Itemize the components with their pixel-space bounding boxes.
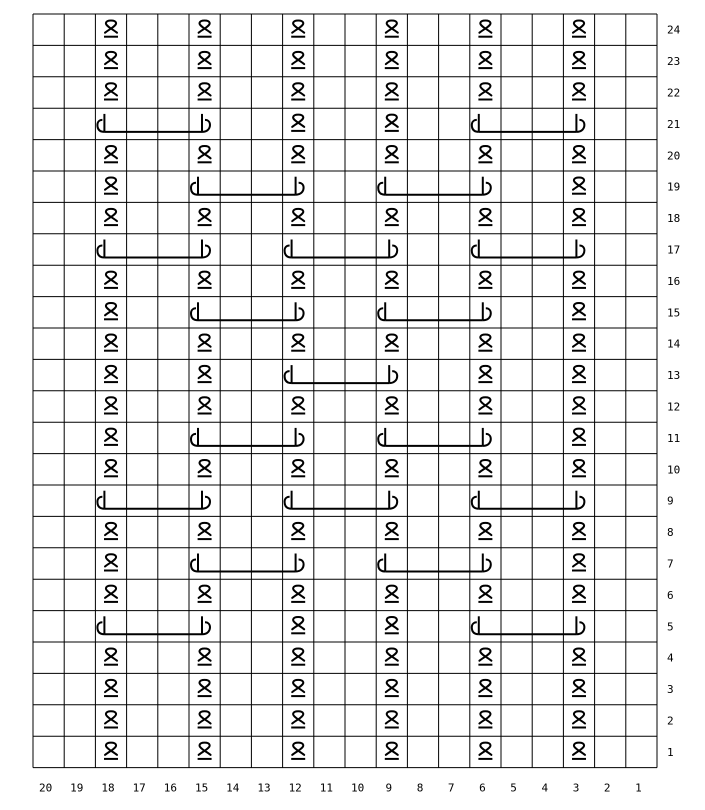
cable-right-end-symbol — [296, 302, 304, 320]
cable-right-end-symbol — [483, 302, 491, 320]
cable-left-end-symbol — [97, 240, 104, 258]
twisted-stitch-symbol — [104, 209, 118, 225]
twisted-stitch-symbol — [291, 146, 305, 162]
twisted-stitch-symbol — [198, 648, 212, 664]
cable-right-end-symbol — [483, 177, 491, 195]
row-number: 10 — [667, 463, 681, 477]
twisted-stitch-symbol — [198, 209, 212, 225]
cable-right-end-symbol — [483, 554, 491, 572]
column-number: 12 — [288, 781, 302, 795]
twisted-stitch-symbol — [198, 460, 212, 476]
twisted-stitch-symbol — [572, 20, 586, 36]
twisted-stitch-symbol — [104, 711, 118, 727]
cable-left-end-symbol — [191, 428, 198, 446]
cable-right-end-symbol — [202, 240, 210, 258]
twisted-stitch-symbol — [198, 52, 212, 68]
twisted-stitch-symbol — [104, 52, 118, 68]
twisted-stitch-symbol — [385, 52, 399, 68]
column-number: 17 — [132, 781, 146, 795]
row-number: 20 — [667, 149, 681, 163]
twisted-stitch-symbol — [291, 711, 305, 727]
twisted-stitch-symbol — [198, 397, 212, 413]
twisted-stitch-symbol — [572, 52, 586, 68]
twisted-stitch-symbol — [198, 83, 212, 99]
cable-left-end-symbol — [285, 240, 292, 258]
twisted-stitch-symbol — [478, 648, 492, 664]
twisted-stitch-symbol — [572, 523, 586, 539]
twisted-stitch-symbol — [572, 366, 586, 382]
twisted-stitch-symbol — [291, 52, 305, 68]
chart-grid — [33, 14, 657, 768]
cable-left-end-symbol — [191, 302, 198, 320]
twisted-stitch-symbol — [291, 83, 305, 99]
cable-right-end-symbol — [576, 114, 584, 132]
cable-right-end-symbol — [576, 240, 584, 258]
cable-right-end-symbol — [296, 428, 304, 446]
twisted-stitch-symbol — [104, 272, 118, 288]
cable-crossings — [104, 132, 576, 634]
twisted-stitch-symbol — [291, 680, 305, 696]
twisted-stitch-symbol — [291, 115, 305, 131]
cable-left-end-symbol — [378, 302, 385, 320]
row-number: 3 — [667, 683, 674, 697]
twisted-stitch-symbol — [198, 743, 212, 759]
twisted-stitch-symbol — [478, 460, 492, 476]
twisted-stitch-symbol — [291, 272, 305, 288]
twisted-stitch-symbol — [572, 460, 586, 476]
twisted-stitch-symbol — [478, 586, 492, 602]
twisted-stitch-symbol — [385, 711, 399, 727]
row-number: 6 — [667, 588, 674, 602]
row-numbers — [667, 24, 681, 759]
row-number: 24 — [667, 23, 681, 37]
cable-right-end-symbol — [483, 428, 491, 446]
twisted-stitch-symbol — [104, 648, 118, 664]
cable-left-end-symbol — [97, 616, 104, 634]
twisted-stitch-symbol — [104, 460, 118, 476]
twisted-stitch-symbol — [385, 648, 399, 664]
cable-right-end-symbol — [389, 365, 397, 383]
twisted-stitch-symbol — [385, 617, 399, 633]
twisted-stitch-symbol — [385, 146, 399, 162]
twisted-stitch-symbol — [198, 146, 212, 162]
twisted-stitch-symbol — [572, 743, 586, 759]
twisted-stitch-symbol — [291, 586, 305, 602]
cable-right-end-symbol — [576, 616, 584, 634]
twisted-stitch-symbol — [478, 743, 492, 759]
twisted-stitch-symbol — [198, 272, 212, 288]
twisted-stitch-symbol — [572, 177, 586, 193]
twisted-stitch-symbol — [198, 711, 212, 727]
twisted-stitch-symbol — [572, 272, 586, 288]
cable-left-end-symbol — [191, 177, 198, 195]
twisted-stitch-symbol — [104, 334, 118, 350]
cable-right-end-symbol — [389, 491, 397, 509]
cable-right-end-symbol — [202, 616, 210, 634]
cable-right-end-symbol — [202, 491, 210, 509]
twisted-stitch-symbol — [104, 429, 118, 445]
cable-left-end-symbol — [191, 554, 198, 572]
row-number: 17 — [667, 243, 681, 257]
row-number: 4 — [667, 651, 674, 665]
twisted-stitch-symbol — [385, 83, 399, 99]
twisted-stitch-symbol — [104, 366, 118, 382]
twisted-stitch-symbol — [385, 460, 399, 476]
twisted-stitch-symbol — [572, 429, 586, 445]
twisted-stitch-symbol — [572, 397, 586, 413]
twisted-stitch-symbol — [572, 554, 586, 570]
twisted-stitch-symbol — [198, 366, 212, 382]
cable-left-end-symbol — [285, 365, 292, 383]
twisted-stitch-symbol — [478, 334, 492, 350]
cable-left-end-symbol — [378, 428, 385, 446]
row-number: 18 — [667, 212, 681, 226]
row-number: 16 — [667, 274, 681, 288]
twisted-stitch-symbol — [291, 523, 305, 539]
row-number: 7 — [667, 557, 674, 571]
twisted-stitch-symbol — [291, 617, 305, 633]
column-number: 7 — [447, 781, 455, 795]
twisted-stitch-symbol — [385, 334, 399, 350]
twisted-stitch-symbol — [385, 680, 399, 696]
twisted-stitch-symbol — [572, 648, 586, 664]
row-number: 22 — [667, 86, 681, 100]
cable-right-end-symbol — [296, 554, 304, 572]
column-number: 5 — [510, 781, 517, 795]
cable-right-end-symbol — [296, 177, 304, 195]
twisted-stitch-symbol — [385, 586, 399, 602]
twisted-stitch-symbol — [291, 397, 305, 413]
twisted-stitch-symbol — [104, 554, 118, 570]
twisted-stitch-symbol — [104, 146, 118, 162]
column-number: 1 — [635, 781, 642, 795]
column-number: 6 — [479, 781, 486, 795]
cable-left-end-symbol — [472, 114, 479, 132]
twisted-stitch-symbol — [478, 397, 492, 413]
twisted-stitch-symbol — [572, 209, 586, 225]
row-number: 19 — [667, 180, 681, 194]
column-number: 8 — [416, 781, 424, 795]
row-number: 12 — [667, 400, 681, 414]
cable-left-end-symbol — [378, 554, 385, 572]
cable-left-end-symbol — [378, 177, 385, 195]
cable-left-end-symbol — [472, 240, 479, 258]
column-number: 4 — [541, 781, 549, 795]
twisted-stitch-symbol — [198, 523, 212, 539]
cable-left-end-symbol — [472, 491, 479, 509]
twisted-stitch-symbol — [572, 680, 586, 696]
twisted-stitch-symbol — [198, 586, 212, 602]
twisted-stitch-symbol — [291, 460, 305, 476]
twisted-stitch-symbol — [104, 523, 118, 539]
twisted-stitch-symbol — [385, 115, 399, 131]
twisted-stitch-symbol — [198, 334, 212, 350]
twisted-stitch-symbol — [104, 397, 118, 413]
twisted-stitch-symbol — [104, 743, 118, 759]
row-number: 5 — [667, 620, 674, 634]
twisted-stitch-symbol — [572, 586, 586, 602]
twisted-stitch-symbol — [478, 523, 492, 539]
twisted-stitch-symbol — [572, 83, 586, 99]
row-number: 13 — [667, 369, 681, 383]
twisted-stitch-symbol — [104, 586, 118, 602]
column-number: 10 — [350, 781, 365, 795]
twisted-stitch-symbol — [478, 20, 492, 36]
twisted-stitch-symbol — [104, 20, 118, 36]
row-number: 2 — [667, 714, 674, 728]
twisted-stitch-symbol — [572, 334, 586, 350]
column-number: 19 — [70, 781, 84, 795]
cable-left-end-symbol — [97, 114, 104, 132]
twisted-stitch-symbol — [385, 20, 399, 36]
twisted-stitch-symbol — [104, 83, 118, 99]
column-numbers — [39, 782, 642, 795]
twisted-stitch-symbol — [385, 209, 399, 225]
twisted-stitch-symbol — [478, 52, 492, 68]
twisted-stitch-symbol — [104, 680, 118, 696]
twisted-stitch-symbol — [198, 20, 212, 36]
row-number: 14 — [667, 337, 681, 351]
row-number: 23 — [667, 55, 681, 69]
twisted-stitch-symbol — [385, 272, 399, 288]
column-number: 15 — [194, 781, 209, 795]
column-number: 16 — [163, 781, 178, 795]
twisted-stitch-symbol — [198, 680, 212, 696]
twisted-stitch-symbol — [104, 303, 118, 319]
column-number: 14 — [226, 781, 240, 795]
twisted-stitch-symbol — [104, 177, 118, 193]
row-number: 15 — [667, 306, 681, 320]
cable-left-end-symbol — [285, 491, 292, 509]
twisted-stitch-symbol — [572, 711, 586, 727]
twisted-stitch-symbol — [478, 366, 492, 382]
row-number: 9 — [667, 494, 674, 508]
twisted-stitch-symbol — [291, 334, 305, 350]
twisted-stitch-symbol — [478, 209, 492, 225]
twisted-stitch-symbol — [291, 20, 305, 36]
column-number: 2 — [603, 781, 611, 795]
cable-left-end-symbol — [97, 491, 104, 509]
twisted-stitch-symbol — [478, 680, 492, 696]
cable-right-end-symbol — [389, 240, 397, 258]
column-number: 9 — [385, 781, 393, 795]
twisted-stitch-symbol — [385, 397, 399, 413]
twisted-stitch-symbol — [291, 743, 305, 759]
row-number: 1 — [667, 745, 674, 759]
twisted-stitch-symbol — [291, 209, 305, 225]
column-number: 11 — [319, 781, 334, 795]
row-number: 8 — [667, 526, 674, 540]
twisted-stitch-symbol — [385, 523, 399, 539]
cable-right-end-symbol — [202, 114, 210, 132]
cable-left-end-symbol — [472, 616, 479, 634]
twisted-stitch-symbol — [572, 303, 586, 319]
column-number: 3 — [572, 781, 580, 795]
twisted-stitch-symbol — [478, 83, 492, 99]
twisted-stitch-symbol — [478, 146, 492, 162]
column-number: 13 — [257, 781, 271, 795]
twisted-stitch-symbol — [478, 711, 492, 727]
column-number: 18 — [101, 781, 115, 795]
twisted-stitch-symbol — [572, 146, 586, 162]
row-number: 11 — [667, 431, 681, 445]
twisted-stitch-symbol — [478, 272, 492, 288]
twisted-stitch-symbol — [385, 743, 399, 759]
column-number: 20 — [38, 781, 53, 795]
twisted-stitch-symbol — [291, 648, 305, 664]
row-number: 21 — [667, 117, 681, 131]
cable-right-end-symbol — [576, 491, 584, 509]
